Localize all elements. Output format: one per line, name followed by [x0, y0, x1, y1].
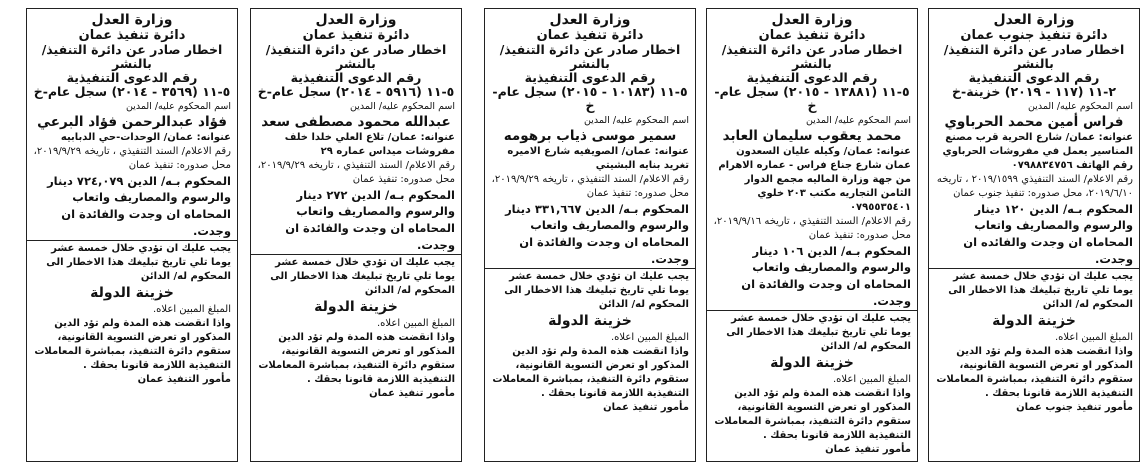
creditor-name: خزينة الدولة: [314, 299, 398, 316]
case-number: ٥-١١ (١٠١٨٣ - ٢٠١٥) سجل عام-خ: [492, 84, 688, 114]
debtor-label: اسم المحكوم عليه/ المدين: [1027, 101, 1133, 113]
warning-text: واذا انقضت هذه المدة ولم تؤد الدين المذكور او تعرض التسوية القانونية، ستقوم دائرة التنفيذ، بمباشرة المعاملات التنفيذية اللازمة قانونا بحقك .: [34, 317, 231, 371]
notice-card: [484, 8, 696, 462]
judgment-amount: المحكوم بـه/ الدين ٢٧٢ دينار والرسوم والمصاريف واتعاب المحاماه ان وجدت والفائدة ان وجدت.: [285, 187, 455, 252]
creditor-name: خزينة الدولة: [992, 313, 1076, 330]
notice-title: اخطار صادر عن دائرة التنفيذ/بالنشر: [499, 42, 681, 72]
debtor-label: اسم المحكوم عليه/ المدين: [349, 101, 455, 113]
department-title: دائرة تنفيذ عمان: [536, 27, 644, 43]
amount-reference: المبلغ المبين اعلاه.: [153, 303, 231, 315]
payment-notice: يجب عليك ان تؤدي خلال خمسة عشر يوما تلي تاريخ تبليغك هذا الاخطار الى المحكوم له/ الدائن: [726, 313, 911, 353]
debtor-name: سمير موسى ذياب برهومه: [503, 127, 677, 144]
case-label: رقم الدعوى التنفيذية: [66, 70, 198, 86]
signature: مأمور تنفيذ عمان: [369, 387, 455, 399]
warning-text: واذا انقضت هذه المدة ولم تؤد الدين المذكور او تعرض التسوية القانونية، ستقوم دائرة التنفيذ، بمباشرة المعاملات التنفيذية اللازمة قانونا بحقك .: [492, 345, 689, 399]
notice-card: [250, 8, 462, 462]
case-number: ٢-١١ (١١٧ - ٢٠١٩) خزينة-خ: [952, 84, 1116, 100]
debtor-name: محمد يعقوب سليمان العابد: [722, 127, 902, 144]
case-number: ٥-١١ (٥٩١٦ - ٢٠١٤) سجل عام-خ: [257, 84, 455, 100]
divider: [485, 268, 695, 269]
ministry-title: وزارة العدل: [315, 12, 397, 28]
debtor-label: اسم المحكوم عليه/ المدين: [125, 101, 231, 113]
amount-reference: المبلغ المبين اعلاه.: [611, 331, 689, 343]
signature: مأمور تنفيذ عمان: [603, 401, 689, 413]
notice-card: [928, 8, 1140, 462]
divider: [251, 254, 461, 255]
signature: مأمور تنفيذ جنوب عمان: [1016, 401, 1133, 413]
payment-notice: يجب عليك ان تؤدي خلال خمسة عشر يوما تلي تاريخ تبليغك هذا الاخطار الى المحكوم له/ الدائن: [270, 257, 455, 297]
warning-text: واذا انقضت هذه المدة ولم تؤد الدين المذكور او تعرض التسوية القانونية، ستقوم دائرة التنفيذ، بمباشرة المعاملات التنفيذية اللازمة قانونا بحقك .: [258, 331, 455, 385]
case-label: رقم الدعوى التنفيذية: [290, 70, 422, 86]
notice-card: [26, 8, 238, 462]
writ-info: رقم الاعلام/ السند التنفيذي ، تاريخه ٢٠١٩/٩/١٦، محل صدوره: تنفيذ عمان: [713, 215, 911, 241]
department-title: دائرة تنفيذ عمان: [758, 27, 866, 43]
notice-title: اخطار صادر عن دائرة التنفيذ/بالنشر: [41, 42, 223, 72]
department-title: دائرة تنفيذ جنوب عمان: [960, 27, 1108, 43]
creditor-name: خزينة الدولة: [770, 355, 854, 372]
judgment-amount: المحكوم بـه/ الدين ٧٢٤,٠٧٩ دينار والرسوم والمصاريف واتعاب المحاماه ان وجدت والفائدة ان وجدت.: [47, 173, 231, 238]
writ-info: رقم الاعلام/ السند التنفيذي ٢٠١٩/١٥٩٩ ، تاريخه ٢٠١٩/٦/١٠، محل صدوره: تنفيذ جنوب عمان: [936, 173, 1133, 199]
debtor-address: عنوانه: عمان/ الصويفيه شارع الاميره تغريد بنايه البشيتي: [507, 145, 689, 171]
ministry-title: وزارة العدل: [91, 12, 173, 28]
writ-info: رقم الاعلام/ السند التنفيذي ، تاريخه ٢٠١٩/٩/٢٩، محل صدوره: تنفيذ عمان: [491, 173, 689, 199]
debtor-address: عنوانه: عمان/ وكيله عليان السعدون عمان شارع جناع فراس - عماره الاهرام من جهة وزارة الماليه مجمع الدوار الثامن التجاريه مكتب ٢٠٣ خلوي ٠٧٩٥٥٣٥٤٠١: [718, 145, 911, 213]
debtor-label: اسم المحكوم عليه/ المدين: [583, 115, 689, 127]
writ-info: رقم الاعلام/ السند التنفيذي ، تاريخه ٢٠١٩/٩/٢٩، محل صدوره: تنفيذ عمان: [257, 159, 455, 185]
debtor-name: فؤاد عبدالرحمن فؤاد البرعي: [37, 113, 227, 130]
signature: مأمور التنفيذ عمان: [137, 373, 231, 385]
case-number: ٥-١١ (١٣٨٨١ - ٢٠١٥) سجل عام-خ: [714, 84, 910, 114]
amount-reference: المبلغ المبين اعلاه.: [377, 317, 455, 329]
amount-reference: المبلغ المبين اعلاه.: [1055, 331, 1133, 343]
judgment-amount: المحكوم بـه/ الدين ١٢٠ دينار والرسوم والمصاريف واتعاب المحاماه ان وجدت والفائده ان وجدت.: [963, 201, 1133, 266]
notice-card: [706, 8, 918, 462]
signature: مأمور تنفيذ عمان: [825, 443, 911, 455]
judgment-amount: المحكوم بـه/ الدين ٣٣١,٦٦٧ دينار والرسوم والمصاريف واتعاب المحاماه ان وجدت والفائدة ان وجدت.: [505, 201, 689, 266]
notice-title: اخطار صادر عن دائرة التنفيذ/بالنشر: [265, 42, 447, 72]
department-title: دائرة تنفيذ عمان: [302, 27, 410, 43]
payment-notice: يجب عليك ان تؤدي خلال خمسة عشر يوما تلي تاريخ تبليغك هذا الاخطار الى المحكوم له/ الدائن: [504, 271, 689, 311]
warning-text: واذا انقضت هذه المدة ولم تؤد الدين المذكور او تعرض التسوية القانونية، ستقوم دائرة التنفيذ، بمباشرة المعاملات التنفيذية اللازمة قانونا بحقك .: [936, 345, 1133, 399]
ministry-title: وزارة العدل: [993, 12, 1075, 28]
ministry-title: وزارة العدل: [771, 12, 853, 28]
case-label: رقم الدعوى التنفيذية: [746, 70, 878, 86]
debtor-label: اسم المحكوم عليه/ المدين: [805, 115, 911, 127]
payment-notice: يجب عليك ان تؤدي خلال خمسة عشر يوما تلي تاريخ تبليغك هذا الاخطار الى المحكوم له/ الدائن: [46, 243, 231, 283]
debtor-address: عنوانه: عمان/ تلاع العلي خلدا خلف مفروشات ميداس عماره ٢٩: [284, 131, 455, 157]
warning-text: واذا انقضت هذه المدة ولم تؤد الدين المذكور او تعرض التسوية القانونية، ستقوم دائرة التنفيذ، بمباشرة المعاملات التنفيذية اللازمة قانونا بحقك .: [714, 387, 911, 441]
divider: [929, 268, 1139, 269]
case-label: رقم الدعوى التنفيذية: [524, 70, 656, 86]
divider: [27, 240, 237, 241]
case-number: ٥-١١ (٣٥٦٩ - ٢٠١٤) سجل عام-خ: [33, 84, 231, 100]
department-title: دائرة تنفيذ عمان: [78, 27, 186, 43]
case-label: رقم الدعوى التنفيذية: [968, 70, 1100, 86]
divider: [707, 310, 917, 311]
ministry-title: وزارة العدل: [549, 12, 631, 28]
notice-title: اخطار صادر عن دائرة التنفيذ/بالنشر: [721, 42, 903, 72]
amount-reference: المبلغ المبين اعلاه.: [833, 373, 911, 385]
judgment-amount: المحكوم بـه/ الدين ١٠٦ دينار والرسوم والمصاريف واتعاب المحاماه ان وجدت والفائدة ان وجدت.: [741, 243, 911, 308]
debtor-address: عنوانه: عمان/ الوحدات-حي الدبابيه: [60, 131, 231, 143]
creditor-name: خزينة الدولة: [90, 285, 174, 302]
notice-title: اخطار صادر عن دائرة التنفيذ/بالنشر: [943, 42, 1125, 72]
debtor-name: عبدالله محمود مصطفى سعد: [261, 113, 451, 130]
writ-info: رقم الاعلام/ السند التنفيذي ، تاريخه ٢٠١٩/٩/٢٩، محل صدوره: تنفيذ عمان: [33, 145, 231, 171]
payment-notice: يجب عليك ان تؤدي خلال خمسة عشر يوما تلي تاريخ تبليغك هذا الاخطار الى المحكوم له/ الدائن: [948, 271, 1133, 311]
debtor-name: فراس أمين محمد الحرباوي: [944, 113, 1124, 130]
debtor-address: عنوانه: عمان/ شارع الحرية قرب مصنع المناسير يعمل في مفروشات الحرباوي رقم الهاتف ٠٧٩٨٨٣٤٧٥٦: [942, 131, 1133, 171]
creditor-name: خزينة الدولة: [548, 313, 632, 330]
